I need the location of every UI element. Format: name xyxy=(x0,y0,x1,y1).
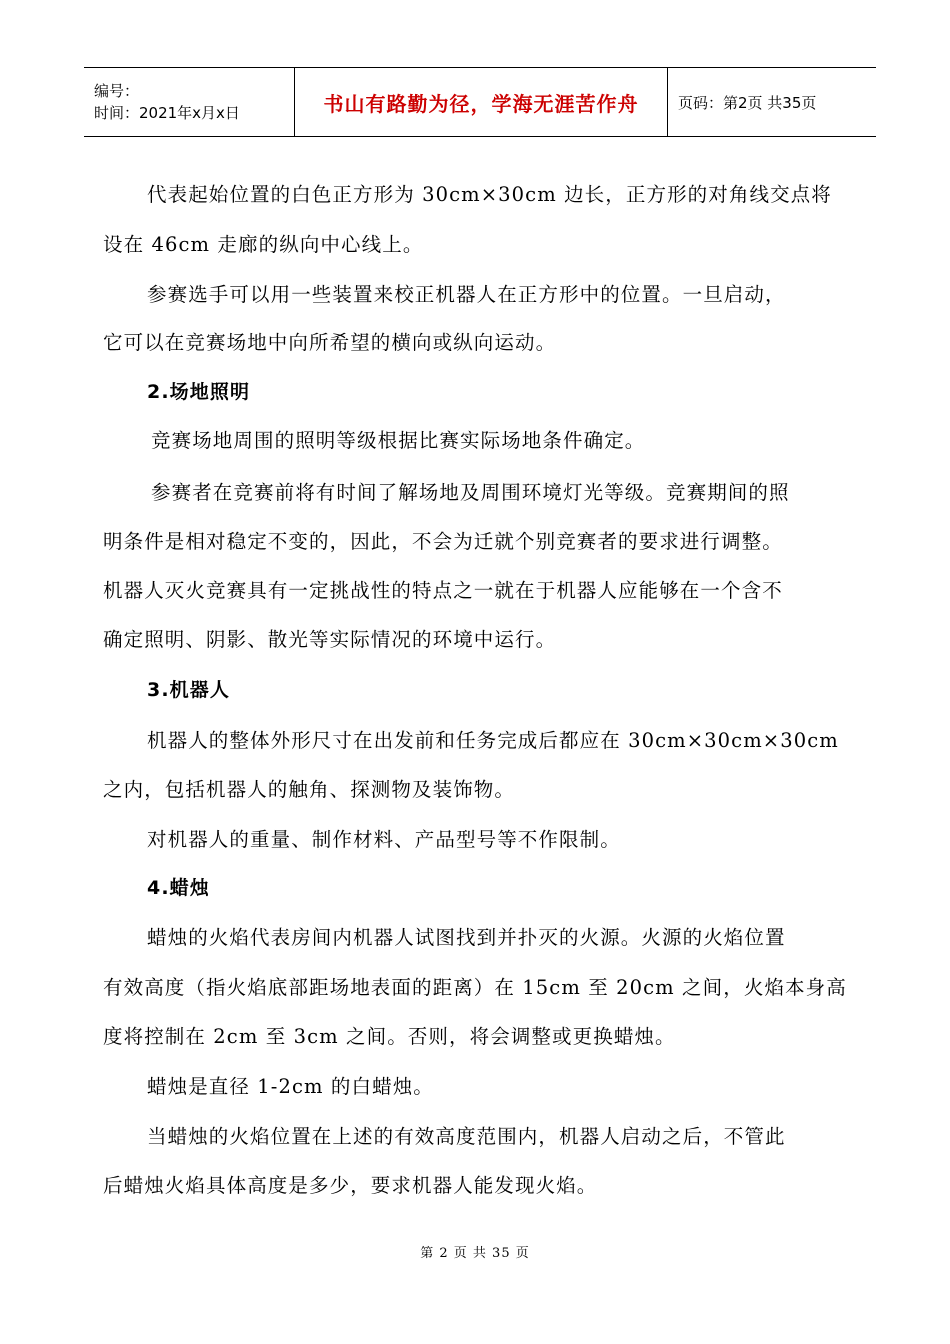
body-line: 度将控制在 2cm 至 3cm 之间。否则，将会调整或更换蜡烛。 xyxy=(103,1025,676,1048)
body-line: 明条件是相对稳定不变的，因此，不会为迁就个别竞赛者的要求进行调整。 xyxy=(103,530,783,553)
section-heading: 4.蜡烛 xyxy=(147,877,210,899)
body-line: 竞赛场地周围的照明等级根据比赛实际场地条件确定。 xyxy=(151,429,646,452)
page-header xyxy=(84,67,876,137)
header-meta xyxy=(84,68,294,136)
section-heading: 2.场地照明 xyxy=(147,381,251,403)
body-line: 机器人灭火竞赛具有一定挑战性的特点之一就在于机器人应能够在一个含不 xyxy=(103,579,783,602)
body-line: 之内，包括机器人的触角、探测物及装饰物。 xyxy=(103,778,516,801)
body-line: 有效高度（指火焰底部距场地表面的距离）在 15cm 至 20cm 之间，火焰本身高 xyxy=(103,976,847,999)
body-line: 后蜡烛火焰具体高度是多少，要求机器人能发现火焰。 xyxy=(103,1174,598,1197)
body-line: 它可以在竞赛场地中向所希望的横向或纵向运动。 xyxy=(103,331,557,354)
body-line: 对机器人的重量、制作材料、产品型号等不作限制。 xyxy=(147,828,621,851)
body-line: 代表起始位置的白色正方形为 30cm×30cm 边长，正方形的对角线交点将 xyxy=(147,183,832,206)
document-number-label: 编号： xyxy=(94,82,140,100)
body-line: 设在 46cm 走廊的纵向中心线上。 xyxy=(103,233,424,256)
document-time-label: 时间：2021年x月x日 xyxy=(94,104,240,122)
body-line: 机器人的整体外形尺寸在出发前和任务完成后都应在 30cm×30cm×30cm xyxy=(147,729,839,752)
section-heading: 3.机器人 xyxy=(147,679,230,701)
body-line: 参赛选手可以用一些装置来校正机器人在正方形中的位置。一旦启动， xyxy=(147,283,786,306)
body-line: 当蜡烛的火焰位置在上述的有效高度范围内，机器人启动之后，不管此 xyxy=(147,1125,786,1148)
page-footer: 第 2 页 共 35 页 xyxy=(420,1246,530,1261)
header-page-number: 页码：第2页 共35页 xyxy=(678,93,817,112)
body-line: 确定照明、阴影、散光等实际情况的环境中运行。 xyxy=(103,628,557,651)
header-motto: 书山有路勤为径，学海无涯苦作舟 xyxy=(294,68,668,136)
body-line: 蜡烛是直径 1-2cm 的白蜡烛。 xyxy=(147,1075,434,1098)
body-line: 蜡烛的火焰代表房间内机器人试图找到并扑灭的火源。火源的火焰位置 xyxy=(147,926,786,949)
body-line: 参赛者在竞赛前将有时间了解场地及周围环境灯光等级。竞赛期间的照 xyxy=(151,481,790,504)
